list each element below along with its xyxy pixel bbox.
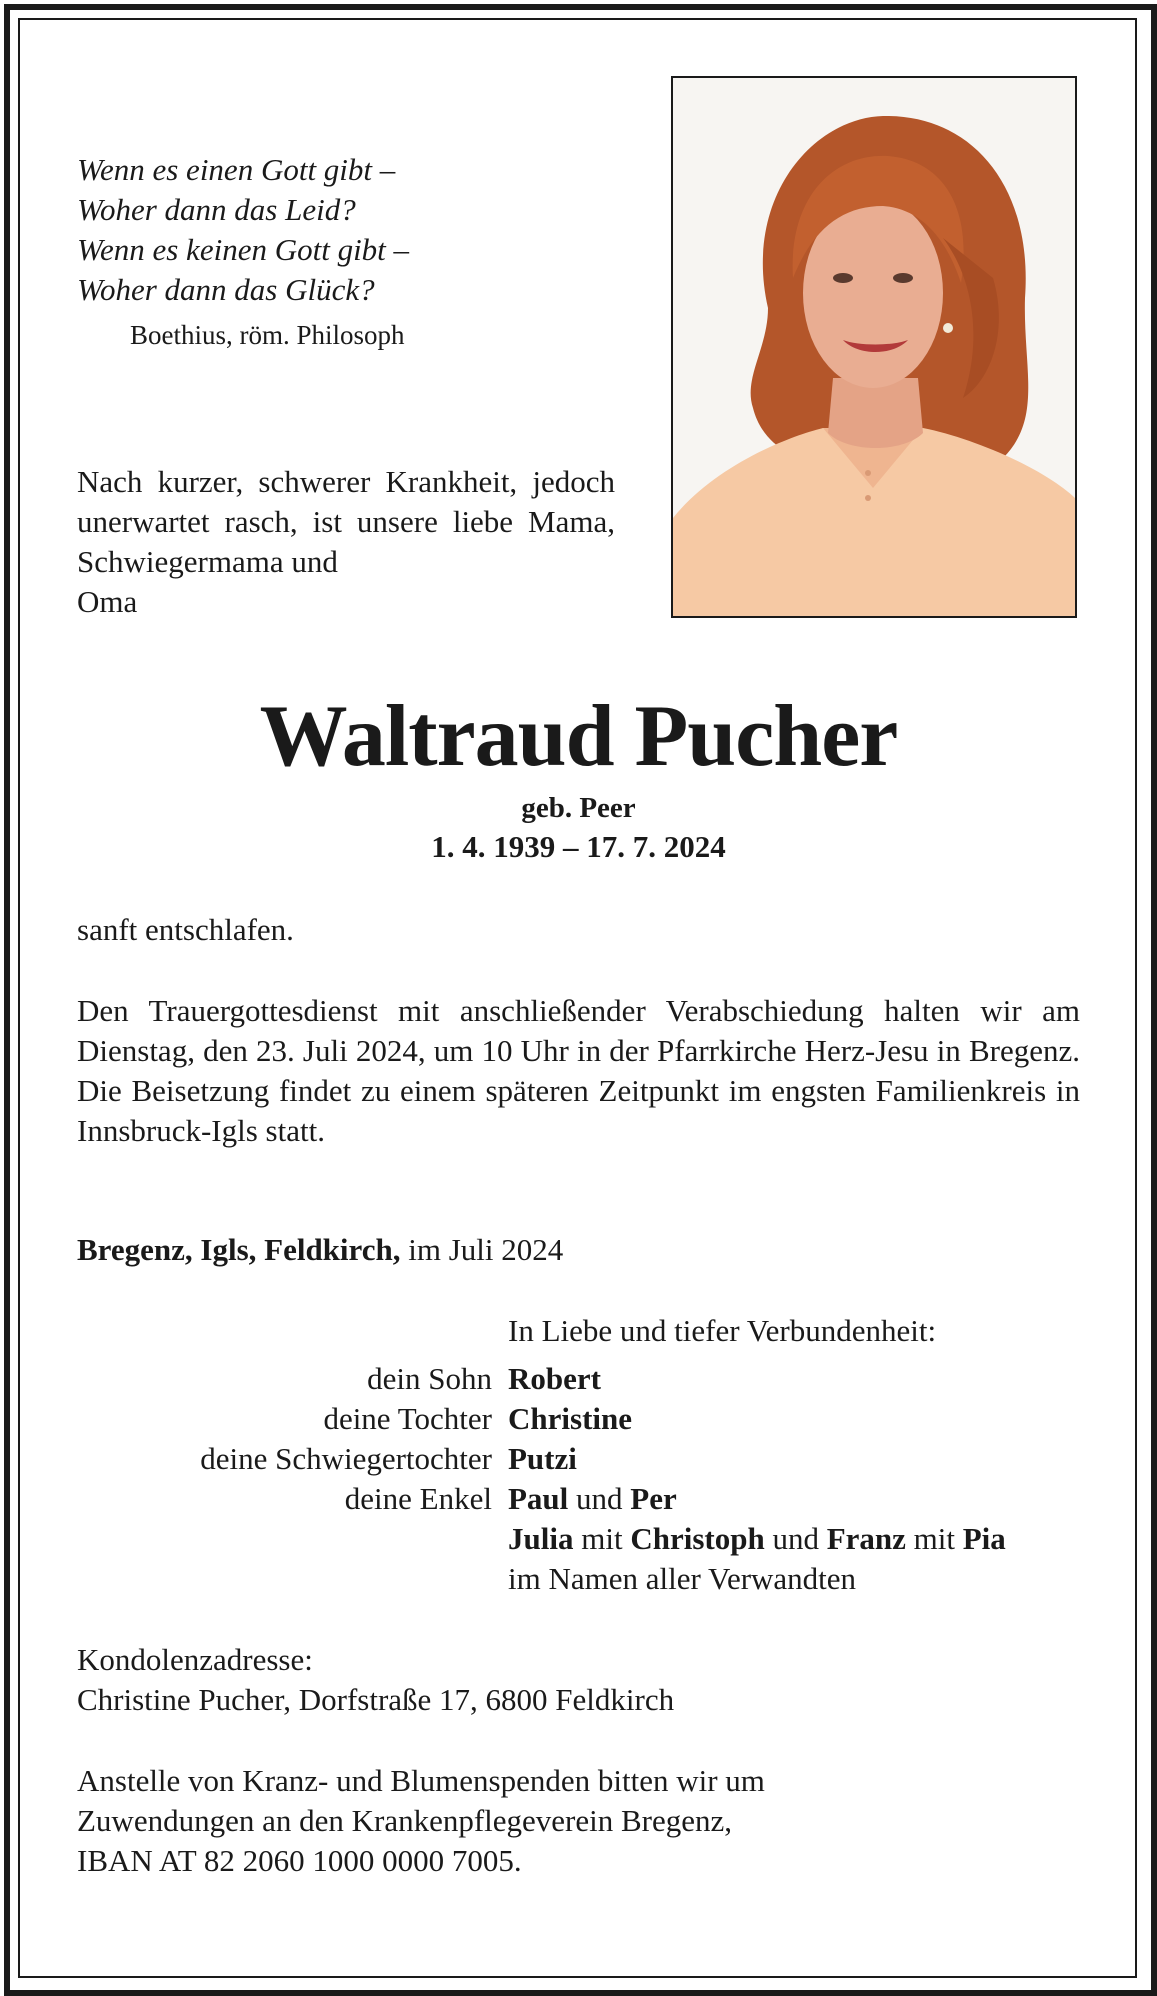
quote-line: Wenn es keinen Gott gibt – xyxy=(77,232,410,267)
service-text: Den Trauergottesdienst mit anschließender Verabschiedung halten wir am Dienstag, den 23. Juli 2024, um 10 Uhr in der Pfarrkirche Herz-Jesu in Bregenz. Die Beisetzung findet zu einem späteren Zeitpunkt im engsten Familienkreis in Innsbruck-Igls statt. xyxy=(77,993,1080,1148)
family-relation: deine Enkel xyxy=(344,1481,492,1516)
family-connector: und xyxy=(568,1481,631,1516)
family-names xyxy=(508,1559,856,1599)
family-names xyxy=(508,1439,577,1479)
family-row xyxy=(0,1559,1157,1599)
family-row xyxy=(0,1399,1157,1439)
family-member-name: Robert xyxy=(508,1361,601,1396)
family-connector: und xyxy=(764,1521,827,1556)
quote-line: Wenn es einen Gott gibt – xyxy=(77,152,396,187)
family-list xyxy=(0,1359,1157,1599)
family-connector: mit xyxy=(573,1521,631,1556)
family-relation: deine Schwiegertochter xyxy=(200,1441,492,1476)
family-names xyxy=(508,1399,632,1439)
quote-source: Boethius, röm. Philosoph xyxy=(130,320,405,350)
family-connector: im Namen aller Verwandten xyxy=(508,1561,857,1596)
family-member-name: Putzi xyxy=(508,1441,577,1476)
deceased-name: Waltraud Pucher xyxy=(259,688,898,785)
family-row xyxy=(0,1439,1157,1479)
family-row xyxy=(0,1479,1157,1519)
family-relation: deine Tochter xyxy=(323,1401,492,1436)
family-member-name: Franz xyxy=(826,1521,906,1556)
quote-line: Woher dann das Glück? xyxy=(77,272,375,307)
life-dates: 1. 4. 1939 – 17. 7. 2024 xyxy=(431,829,726,864)
donation-line: IBAN AT 82 2060 1000 0000 7005. xyxy=(77,1843,522,1878)
passed-text: sanft entschlafen. xyxy=(77,912,294,947)
donation-note xyxy=(77,1761,765,1881)
place-cities: Bregenz, Igls, Feldkirch, xyxy=(77,1232,401,1267)
family-row xyxy=(0,1359,1157,1399)
family-row xyxy=(0,1519,1157,1559)
birth-name: geb. Peer xyxy=(521,792,636,824)
family-names xyxy=(508,1479,677,1519)
family-member-name: Paul xyxy=(508,1481,569,1516)
donation-line: Zuwendungen an den Krankenpflegeverein Bregenz, xyxy=(77,1803,733,1838)
donation-line: Anstelle von Kranz- und Blumenspenden bitten wir um xyxy=(77,1763,765,1798)
family-member-name: Christoph xyxy=(630,1521,765,1556)
portrait-photo xyxy=(671,76,1077,618)
intro-last-word: Oma xyxy=(77,584,138,619)
family-names xyxy=(508,1519,1006,1559)
condolence-address-line: Christine Pucher, Dorfstraße 17, 6800 Feldkirch xyxy=(77,1682,675,1717)
portrait-illustration xyxy=(673,78,1075,616)
quote xyxy=(77,150,409,310)
family-member-name: Pia xyxy=(962,1521,1006,1556)
condolence-address xyxy=(77,1640,674,1720)
family-relation: dein Sohn xyxy=(367,1361,492,1396)
family-member-name: Julia xyxy=(508,1521,574,1556)
place-date xyxy=(77,1230,563,1270)
family-connector: mit xyxy=(905,1521,963,1556)
love-line: In Liebe und tiefer Verbundenheit: xyxy=(508,1313,937,1348)
intro-text xyxy=(77,462,615,622)
condolence-label: Kondolenzadresse: xyxy=(77,1642,313,1677)
family-member-name: Christine xyxy=(508,1401,632,1436)
quote-line: Woher dann das Leid? xyxy=(77,192,356,227)
family-names xyxy=(508,1359,601,1399)
intro-paragraph: Nach kurzer, schwerer Krankheit, jedoch unerwartet rasch, ist unsere liebe Mama, Schwiegermama und xyxy=(77,464,615,579)
family-member-name: Per xyxy=(630,1481,677,1516)
place-month: im Juli 2024 xyxy=(408,1232,564,1267)
